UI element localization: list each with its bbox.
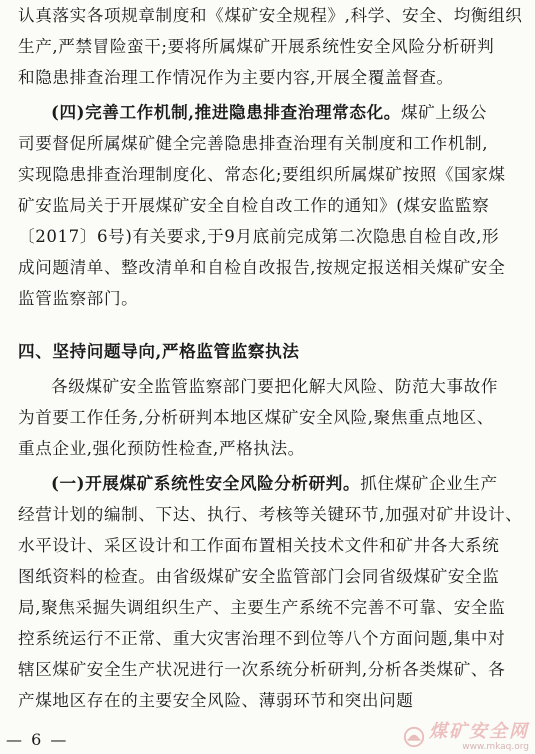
text-line bbox=[18, 97, 522, 128]
text-line: 成问题清单、整改清单和自检自改报告,按规定报送相关煤矿安全 bbox=[18, 258, 506, 277]
paragraph-3 bbox=[18, 371, 522, 464]
text-line: 监管监察部门。 bbox=[18, 289, 139, 308]
section-subheading: (一)开展煤矿系统性安全风险分析研判。 bbox=[51, 473, 361, 493]
paragraph-2 bbox=[18, 97, 522, 314]
watermark-text bbox=[429, 722, 529, 752]
text-line: 各级煤矿安全监管监察部门要把化解大风险、防范大事故作 bbox=[51, 377, 499, 396]
text-line: 产煤地区存在的主要安全风险、薄弱环节和突出问题 bbox=[18, 691, 414, 710]
text-line: 水平设计、采区设计和工作面布置相关技术文件和矿井各大系统 bbox=[18, 536, 500, 555]
text-line bbox=[18, 468, 522, 499]
page-number: — 6 — bbox=[6, 730, 69, 749]
section-heading: 四、坚持问题导向,严格监管监察执法 bbox=[18, 341, 300, 361]
text-line: 局,聚焦采掘失调组织生产、主要生产系统不完善不可靠、安全监 bbox=[18, 598, 506, 617]
watermark-title: 煤矿安全网 bbox=[429, 721, 529, 742]
text-fragment: 抓住煤矿企业生产 bbox=[360, 474, 498, 493]
text-line: 控系统运行不正常、重大灾害治理不到位等八个方面问题,集中对 bbox=[18, 629, 506, 648]
text-line: 实现隐患排查治理制度化、常态化;要组织所属煤矿按照《国家煤 bbox=[18, 165, 506, 184]
section-subheading: (四)完善工作机制,推进隐患排查治理常态化。 bbox=[51, 102, 401, 122]
text-line: 重点企业,强化预防性检查,严格执法。 bbox=[18, 439, 305, 458]
text-line: 经营计划的编制、下达、执行、考核等关键环节,加强对矿井设计、 bbox=[18, 505, 522, 524]
paragraph-4 bbox=[18, 468, 522, 716]
watermark bbox=[403, 722, 529, 752]
text-line: 和隐患排查治理工作情况作为主要内容,开展全覆盖督查。 bbox=[18, 68, 454, 87]
text-line: 认真落实各项规章制度和《煤矿安全规程》,科学、安全、均衡组织 bbox=[18, 6, 522, 25]
watermark-url: www.mkaq.org bbox=[462, 742, 529, 752]
text-line: 矿安监局关于开展煤矿安全自检自改工作的通知》(煤安监監察 bbox=[18, 196, 490, 215]
text-fragment: 煤矿上级公 bbox=[400, 103, 487, 122]
text-line: 〔2017〕6号)有关要求,于9月底前完成第二次隐患自检自改,形 bbox=[18, 227, 500, 246]
text-line: 为首要工作任务,分析研判本地区煤矿安全风险,聚焦重点地区、 bbox=[18, 408, 494, 427]
paragraph-1 bbox=[18, 0, 522, 93]
text-line: 辖区煤矿安全生产状况进行一次系统分析研判,分析各类煤矿、各 bbox=[18, 660, 506, 679]
mining-helmet-icon bbox=[403, 726, 425, 748]
text-line: 图纸资料的检查。由省级煤矿安全监管部门会同省级煤矿安全监 bbox=[18, 567, 500, 586]
text-line: 司要督促所属煤矿健全完善隐患排查治理有关制度和工作机制, bbox=[18, 134, 489, 153]
text-line: 生产,严禁冒险蛮干;要将所属煤矿开展系统性安全风险分析研判 bbox=[18, 37, 495, 56]
